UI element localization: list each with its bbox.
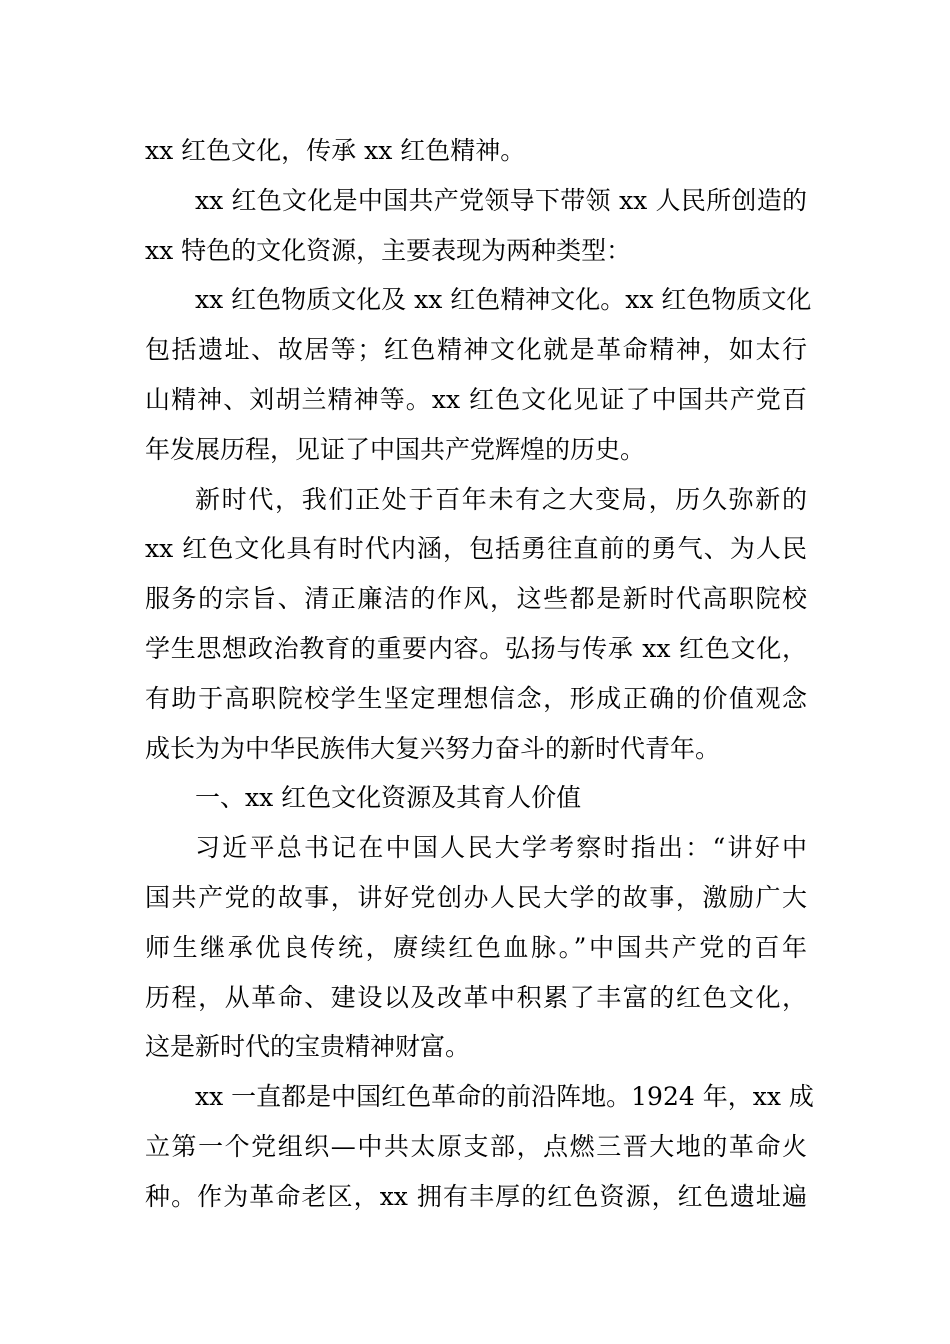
text-line: 新时代，我们正处于百年未有之大变局，历久弥新的: [195, 484, 807, 514]
section-heading: 一、xx 红色文化资源及其育人价值: [195, 783, 582, 813]
text-line: 有助于高职院校学生坚定理想信念，形成正确的价值观念: [145, 683, 807, 713]
text-line: 山精神、刘胡兰精神等。xx 红色文化见证了中国共产党百: [145, 384, 807, 414]
body-text: [145, 126, 814, 1222]
text-line: xx 红色文化具有时代内涵，包括勇往直前的勇气、为人民: [145, 534, 807, 564]
text-line: 这是新时代的宝贵精神财富。: [145, 1032, 471, 1062]
text-line: 立第一个党组织—中共太原支部，点燃三晋大地的革命火: [145, 1131, 807, 1161]
text-line: xx 红色文化，传承 xx 红色精神。: [145, 136, 526, 165]
text-line: xx 特色的文化资源，主要表现为两种类型：: [145, 235, 632, 265]
text-line: 国共产党的故事，讲好党创办人民大学的故事，激励广大: [145, 882, 807, 912]
text-line: xx 红色文化是中国共产党领导下带领 xx 人民所创造的: [195, 185, 807, 215]
text-line: 成长为为中华民族伟大复兴努力奋斗的新时代青年。: [145, 733, 721, 763]
text-line: 年发展历程，见证了中国共产党辉煌的历史。: [145, 434, 646, 464]
text-line: 服务的宗旨、清正廉洁的作风，这些都是新时代高职院校: [145, 584, 807, 614]
text-line: 历程，从革命、建设以及改革中积累了丰富的红色文化，: [145, 982, 807, 1012]
text-line: 学生思想政治教育的重要内容。弘扬与传承 xx 红色文化，: [145, 633, 807, 663]
text-line: 包括遗址、故居等；红色精神文化就是革命精神，如太行: [145, 335, 807, 365]
text-line: 种。作为革命老区，xx 拥有丰厚的红色资源，红色遗址遍: [145, 1181, 807, 1211]
text-line: xx 红色物质文化及 xx 红色精神文化。xx 红色物质文化: [195, 285, 812, 315]
text-line: 师生继承优良传统，赓续红色血脉。”中国共产党的百年: [145, 932, 807, 962]
text-line: xx 一直都是中国红色革命的前沿阵地。1924 年，xx 成: [195, 1082, 814, 1112]
text-line: 习近平总书记在中国人民大学考察时指出：“讲好中: [195, 833, 807, 863]
